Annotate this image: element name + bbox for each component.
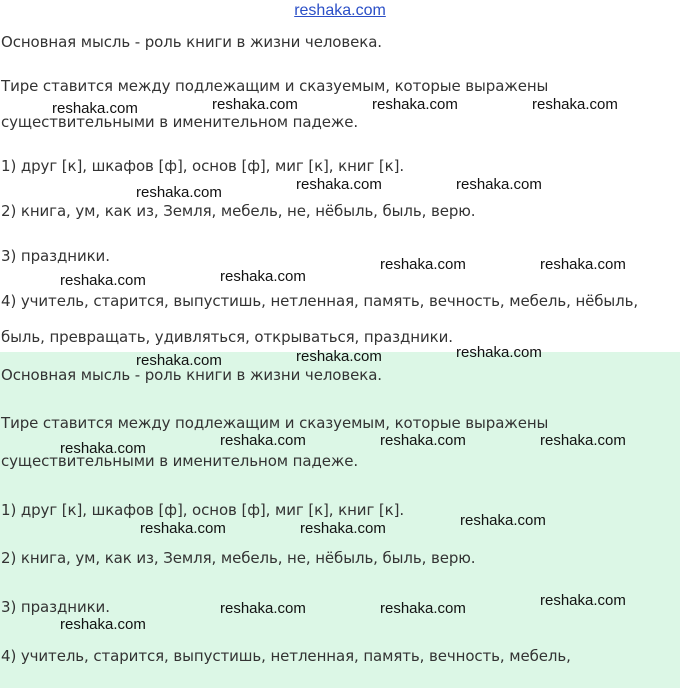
watermark: reshaka.com	[136, 352, 222, 369]
watermark: reshaka.com	[540, 432, 626, 449]
main-idea-text: Основная мысль - роль книги в жизни человека.	[1, 33, 382, 51]
site-link[interactable]: reshaka.com	[294, 2, 386, 19]
watermark: reshaka.com	[456, 176, 542, 193]
watermark: reshaka.com	[380, 256, 466, 273]
watermark: reshaka.com	[300, 520, 386, 537]
watermark: reshaka.com	[456, 344, 542, 361]
watermark: reshaka.com	[296, 176, 382, 193]
item-4-text-line1: 4) учитель, старится, выпустишь, нетленная, память, вечность, мебель, нёбыль,	[1, 292, 639, 310]
watermark: reshaka.com	[60, 272, 146, 289]
watermark: reshaka.com	[540, 592, 626, 609]
dash-rule-text-line1: Тире ставится между подлежащим и сказуемым, которые выражены	[1, 414, 549, 432]
watermark: reshaka.com	[380, 600, 466, 617]
item-4-text-line2: быль, превращать, удивляться, открываться, праздники.	[1, 328, 453, 346]
dash-rule-text-line2: существительными в именительном падеже.	[1, 113, 359, 131]
dash-rule-text-line2: существительными в именительном падеже.	[1, 452, 359, 470]
watermark: reshaka.com	[212, 96, 298, 113]
item-3-text: 3) праздники.	[1, 247, 110, 265]
watermark: reshaka.com	[52, 100, 138, 117]
item-2-text: 2) книга, ум, как из, Земля, мебель, не, нёбыль, быль, верю.	[1, 549, 476, 567]
watermark: reshaka.com	[220, 432, 306, 449]
watermark: reshaka.com	[220, 600, 306, 617]
item-1-text: 1) друг [к], шкафов [ф], основ [ф], миг [к], книг [к].	[1, 157, 405, 175]
watermark: reshaka.com	[532, 96, 618, 113]
item-1-text: 1) друг [к], шкафов [ф], основ [ф], миг [к], книг [к].	[1, 501, 405, 519]
watermark: reshaka.com	[460, 512, 546, 529]
watermark: reshaka.com	[60, 440, 146, 457]
item-4-text-line1: 4) учитель, старится, выпустишь, нетленная, память, вечность, мебель,	[1, 647, 571, 665]
item-3-text: 3) праздники.	[1, 598, 110, 616]
main-idea-text: Основная мысль - роль книги в жизни человека.	[1, 366, 382, 384]
watermark: reshaka.com	[140, 520, 226, 537]
watermark: reshaka.com	[380, 432, 466, 449]
watermark: reshaka.com	[372, 96, 458, 113]
dash-rule-text-line1: Тире ставится между подлежащим и сказуемым, которые выражены	[1, 77, 549, 95]
watermark: reshaka.com	[540, 256, 626, 273]
watermark: reshaka.com	[220, 268, 306, 285]
watermark: reshaka.com	[60, 616, 146, 633]
item-2-text: 2) книга, ум, как из, Земля, мебель, не, нёбыль, быль, верю.	[1, 202, 476, 220]
watermark: reshaka.com	[296, 348, 382, 365]
watermark: reshaka.com	[136, 184, 222, 201]
